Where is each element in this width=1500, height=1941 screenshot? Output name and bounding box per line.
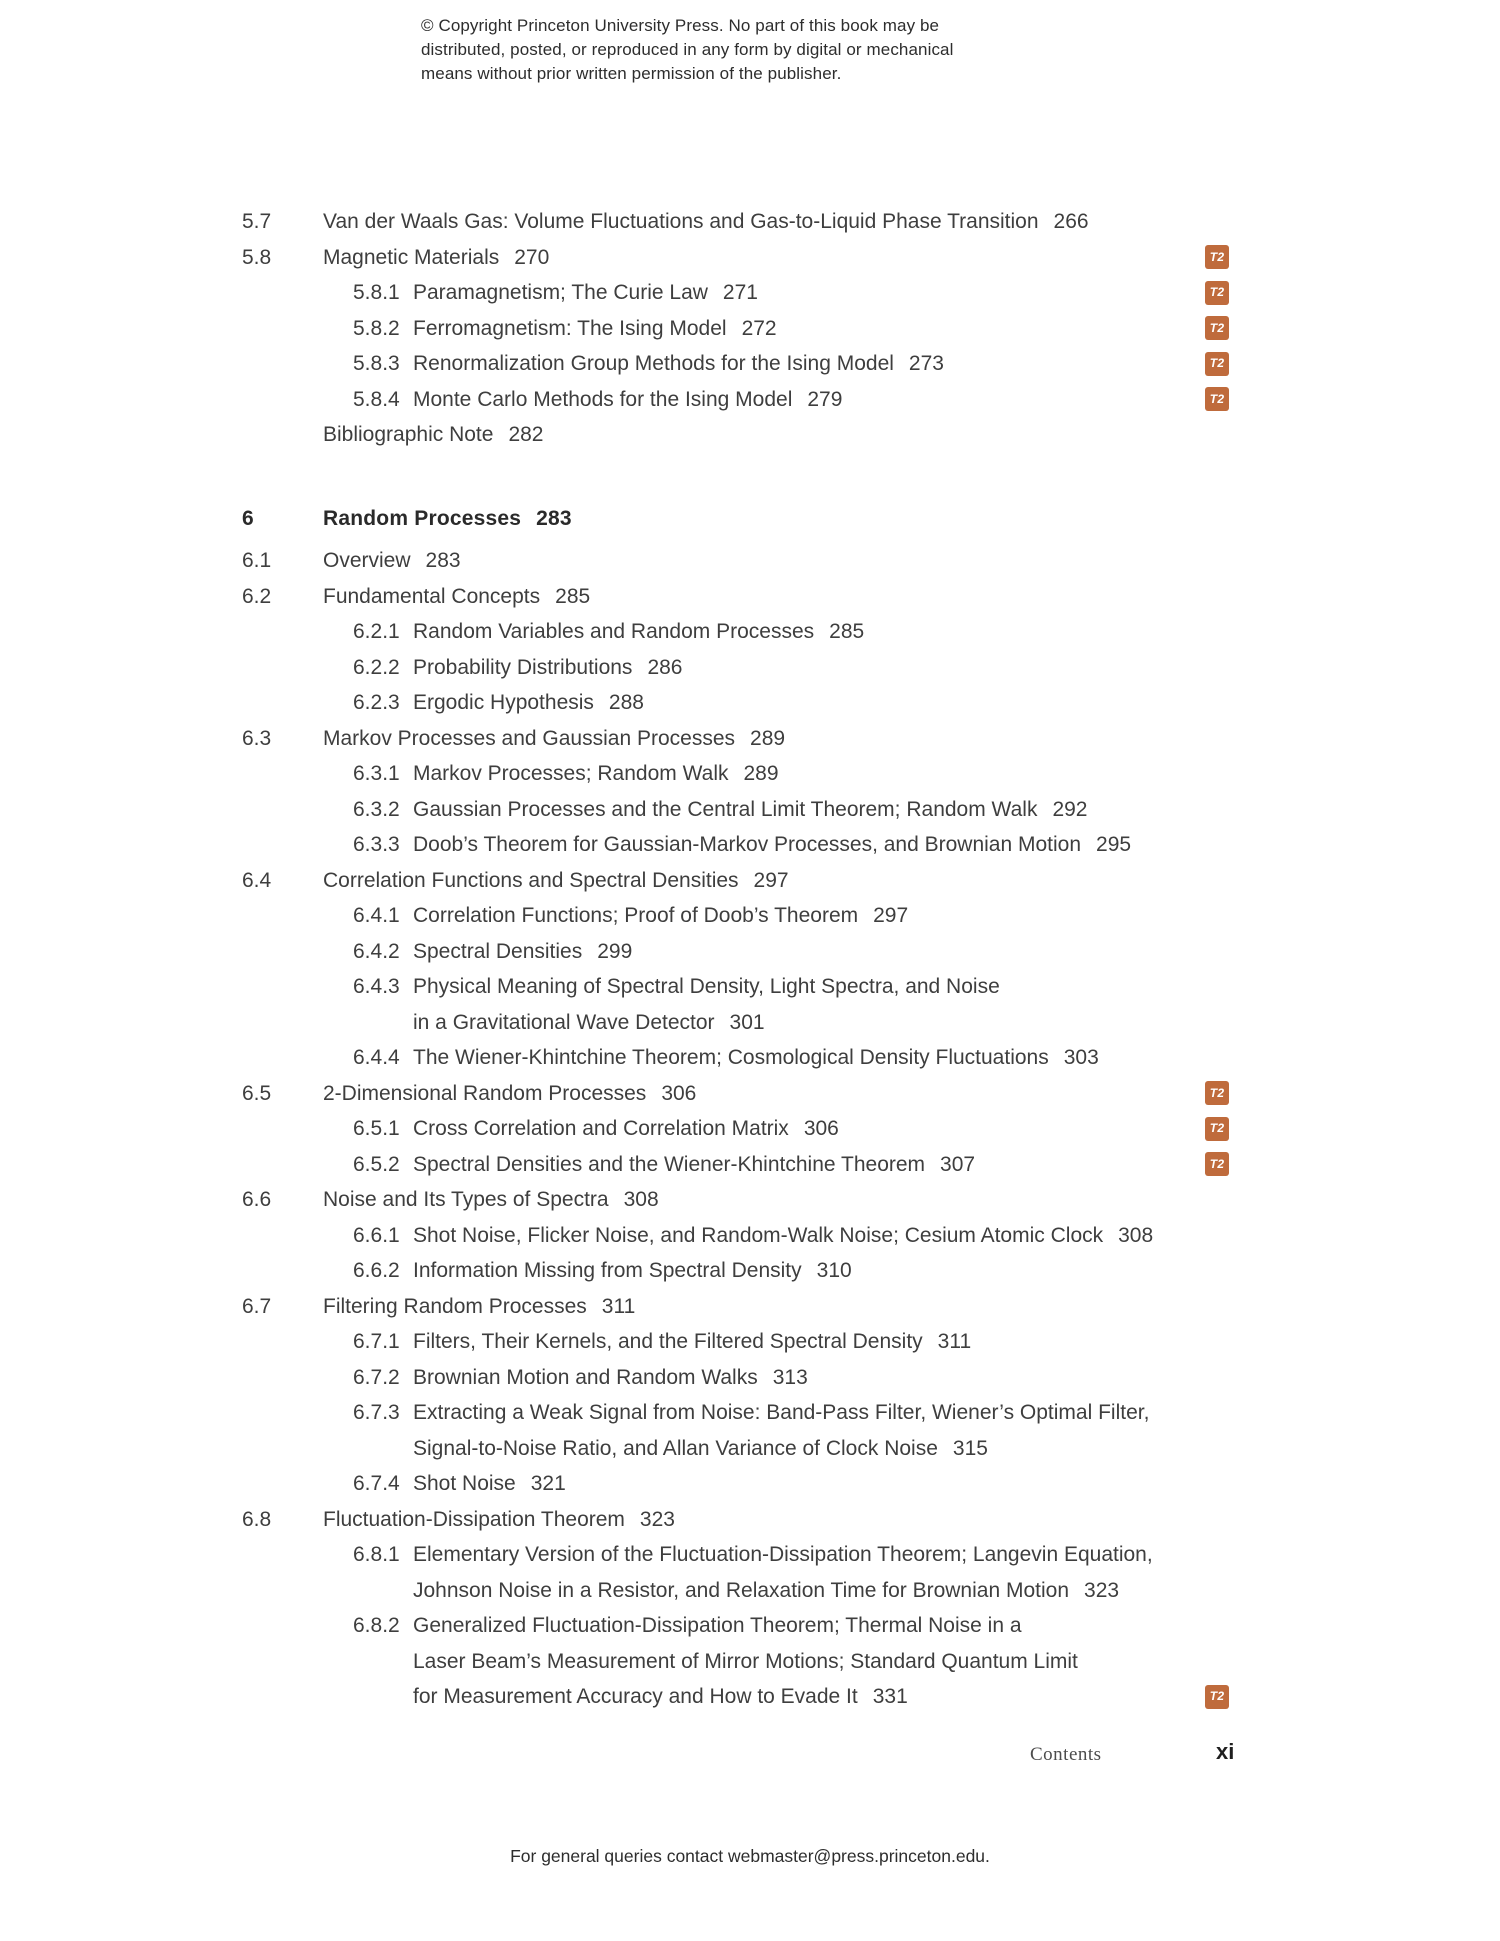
entry-page-number: 323 [1084,1578,1120,1602]
toc-row [0,204,1500,240]
toc-row [0,417,1500,453]
entry-number: 6.4 [242,868,272,892]
entry-number: 6.7.3 [353,1401,400,1424]
entry-line [413,1147,1500,1183]
entry-title: Probability Distributions [413,655,633,679]
entry-page-number: 323 [639,1507,675,1531]
entry-body [413,685,1500,721]
entry-line [323,1502,1500,1538]
entry-title: Spectral Densities [413,939,583,963]
entry-line [413,685,1500,721]
toc-row [0,1608,1500,1715]
entry-page-number: 272 [741,316,777,340]
entry-title: Ferromagnetism: The Ising Model [413,316,727,340]
t2-badge: T2 [1205,1685,1229,1709]
entry-line [413,1360,1500,1396]
entry-line [323,579,1500,615]
entry-title: Van der Waals Gas: Volume Fluctuations and Gas-to-Liquid Phase Transition [323,210,1039,233]
copyright-line: means without prior written permission of the publisher. [421,64,842,83]
entry-body [413,346,1500,382]
entry-line [413,1253,1500,1289]
entry-body [413,1466,1500,1502]
toc-row [0,1360,1500,1396]
entry-body [323,579,1500,615]
entry-number: 6.7 [242,1294,272,1318]
entry-line [323,240,1500,276]
entry-title: for Measurement Accuracy and How to Evade It [413,1685,858,1708]
entry-page-number: 286 [647,655,683,679]
entry-title: Markov Processes; Random Walk [413,762,729,785]
entry-title: Random Processes [323,506,522,530]
entry-line [413,650,1500,686]
entry-number: 6.4.2 [353,939,400,963]
toc-row [0,1289,1500,1325]
entry-body [413,1147,1500,1183]
entry-line [413,311,1500,347]
entry-page-number: 266 [1053,210,1089,233]
entry-number: 5.7 [242,210,272,233]
entry-title: Generalized Fluctuation-Dissipation Theorem; Thermal Noise in a [413,1614,1022,1637]
entry-number: 6.7.4 [353,1472,400,1495]
toc-row [0,1537,1500,1608]
entry-number: 5.8.2 [353,316,400,340]
entry-number: 6.4.3 [353,975,400,998]
toc-row [0,275,1500,311]
entry-body [323,204,1500,240]
table-of-contents [0,204,1500,1715]
entry-body [413,898,1500,934]
entry-line [323,1182,1500,1218]
entry-page-number: 271 [722,281,758,304]
entry-body [323,1182,1500,1218]
entry-page-number: 331 [872,1685,908,1708]
entry-line [413,1431,1500,1467]
toc-row [0,863,1500,899]
entry-body [413,1395,1500,1466]
entry-title: in a Gravitational Wave Detector [413,1010,715,1034]
entry-page-number: 288 [608,691,644,714]
toc-row [0,934,1500,970]
entry-body [413,1537,1500,1608]
entry-page-number: 301 [729,1010,765,1034]
entry-page-number: 299 [597,939,633,963]
entry-title: Magnetic Materials [323,245,500,269]
entry-page-number: 282 [508,423,544,446]
entry-page-number: 303 [1063,1046,1099,1069]
entry-number: 5.8.4 [353,387,400,411]
copyright-line: © Copyright Princeton University Press. No part of this book may be [421,16,940,35]
toc-row [0,1253,1500,1289]
entry-title: Information Missing from Spectral Density [413,1259,802,1282]
entry-title: Elementary Version of the Fluctuation-Dissipation Theorem; Langevin Equation, [413,1543,1153,1566]
entry-body [413,614,1500,650]
entry-title: Renormalization Group Methods for the Ising Model [413,352,894,375]
entry-line [413,898,1500,934]
entry-line [413,969,1500,1005]
entry-title: Paramagnetism; The Curie Law [413,281,708,304]
entry-title: Spectral Densities and the Wiener-Khintchine Theorem [413,1152,926,1176]
entry-page-number: 270 [514,245,550,269]
t2-badge: T2 [1205,352,1229,376]
entry-body [323,863,1500,899]
entry-body [323,721,1500,757]
entry-number: 5.8 [242,245,272,269]
entry-number: 6.2 [242,584,272,608]
entry-body [323,1289,1500,1325]
entry-line [323,417,1500,453]
entry-line [413,1111,1500,1147]
entry-body [413,1360,1500,1396]
entry-number: 6.5.2 [353,1152,400,1176]
entry-title: The Wiener-Khintchine Theorem; Cosmological Density Fluctuations [413,1046,1049,1069]
entry-line [413,792,1500,828]
entry-body [413,650,1500,686]
toc-row [0,792,1500,828]
entry-page-number: 321 [530,1472,566,1495]
entry-body [413,1608,1500,1715]
toc-row [0,1111,1500,1147]
entry-line [413,1040,1500,1076]
entry-title: Shot Noise, Flicker Noise, and Random-Walk Noise; Cesium Atomic Clock [413,1223,1104,1247]
entry-number: 6.1 [242,549,272,572]
entry-body [323,543,1500,579]
entry-number: 6.6 [242,1188,272,1211]
entry-title: Fluctuation-Dissipation Theorem [323,1507,625,1531]
toc-row [0,1147,1500,1183]
entry-line [413,1218,1500,1254]
entry-number: 6.3 [242,726,272,750]
toc-row [0,1076,1500,1112]
entry-title: Extracting a Weak Signal from Noise: Band-Pass Filter, Wiener’s Optimal Filter, [413,1401,1150,1424]
t2-badge: T2 [1205,387,1229,411]
entry-number: 5.8.1 [353,281,400,304]
toc-row [0,685,1500,721]
entry-number: 6.4.1 [353,904,400,927]
entry-title: Laser Beam’s Measurement of Mirror Motions; Standard Quantum Limit [413,1649,1078,1673]
entry-line [413,614,1500,650]
entry-page-number: 283 [425,549,461,572]
toc-row [0,1466,1500,1502]
entry-line [413,934,1500,970]
toc-row [0,240,1500,276]
entry-body [413,756,1500,792]
entry-number: 6.5.1 [353,1117,400,1140]
entry-body [413,934,1500,970]
entry-number: 6.2.1 [353,620,400,643]
entry-body [413,1253,1500,1289]
entry-number: 6.4.4 [353,1046,400,1069]
entry-title: Doob’s Theorem for Gaussian-Markov Processes, and Brownian Motion [413,833,1082,856]
entry-title: Physical Meaning of Spectral Density, Light Spectra, and Noise [413,975,1000,998]
t2-badge: T2 [1205,281,1229,305]
entry-title: Signal-to-Noise Ratio, and Allan Variance of Clock Noise [413,1436,938,1460]
entry-body [413,382,1500,418]
entry-title: Johnson Noise in a Resistor, and Relaxation Time for Brownian Motion [413,1578,1070,1602]
toc-row [0,1395,1500,1466]
toc-row [0,311,1500,347]
entry-title: Ergodic Hypothesis [413,691,594,714]
entry-body [413,1111,1500,1147]
webmaster-contact-line: For general queries contact webmaster@press.princeton.edu. [510,1846,990,1866]
t2-badge: T2 [1205,245,1229,269]
entry-title: Bibliographic Note [323,423,494,446]
entry-line [413,1679,1500,1715]
toc-row [0,543,1500,579]
entry-body [323,1076,1500,1112]
entry-number: 6.3.3 [353,833,400,856]
entry-page-number: 297 [873,904,909,927]
toc-row [0,898,1500,934]
entry-line [413,346,1500,382]
toc-row [0,579,1500,615]
t2-badge: T2 [1205,316,1229,340]
entry-number: 5.8.3 [353,352,400,375]
entry-line [323,204,1500,240]
toc-row [0,1324,1500,1360]
entry-title: Filters, Their Kernels, and the Filtered Spectral Density [413,1330,923,1353]
entry-number: 6.8.1 [353,1543,400,1566]
entry-page-number: 307 [940,1152,976,1176]
entry-body [323,1502,1500,1538]
entry-title: Brownian Motion and Random Walks [413,1365,758,1389]
entry-body [413,311,1500,347]
entry-number: 6.8 [242,1507,272,1531]
toc-row [0,501,1500,537]
entry-title: Filtering Random Processes [323,1294,587,1318]
toc-row [0,614,1500,650]
entry-line [413,1573,1500,1609]
t2-badge: T2 [1205,1152,1229,1176]
entry-page-number: 273 [908,352,944,375]
entry-line [413,1324,1500,1360]
entry-body [413,827,1500,863]
entry-line [413,382,1500,418]
entry-page-number: 295 [1096,833,1132,856]
entry-body [323,240,1500,276]
entry-line [413,1466,1500,1502]
page-number: xi [1216,1739,1235,1764]
toc-row [0,756,1500,792]
entry-line [413,756,1500,792]
entry-number: 6.6.2 [353,1259,400,1282]
entry-page-number: 289 [750,726,786,750]
toc-row [0,1502,1500,1538]
entry-title: Cross Correlation and Correlation Matrix [413,1117,789,1140]
entry-number: 6.7.2 [353,1365,400,1389]
entry-line [323,1076,1500,1112]
entry-title: 2-Dimensional Random Processes [323,1081,647,1105]
running-footer-title: Contents [1030,1744,1102,1765]
entry-page-number: 285 [555,584,591,608]
t2-badge: T2 [1205,1081,1229,1105]
entry-title: Gaussian Processes and the Central Limit Theorem; Random Walk [413,797,1038,821]
entry-title: Overview [323,549,411,572]
entry-page-number: 313 [772,1365,808,1389]
entry-page-number: 311 [937,1330,972,1353]
copyright-line: distributed, posted, or reproduced in any form by digital or mechanical [421,40,954,59]
entry-body [413,792,1500,828]
entry-body [413,1218,1500,1254]
entry-number: 6.3.2 [353,797,400,821]
entry-page-number: 311 [601,1294,636,1318]
toc-row [0,382,1500,418]
entry-number: 6.2.3 [353,691,400,714]
copyright-notice [421,14,954,86]
entry-line [323,863,1500,899]
entry-title: Random Variables and Random Processes [413,620,815,643]
entry-line [413,1608,1500,1644]
entry-number: 6.6.1 [353,1223,400,1247]
entry-page-number: 283 [536,506,572,530]
entry-title: Fundamental Concepts [323,584,541,608]
toc-row [0,1218,1500,1254]
entry-line [323,721,1500,757]
toc-row [0,1182,1500,1218]
entry-line [323,501,1500,537]
entry-page-number: 292 [1052,797,1088,821]
entry-page-number: 289 [743,762,779,785]
entry-title: Shot Noise [413,1472,516,1495]
toc-row [0,1040,1500,1076]
entry-body [323,417,1500,453]
entry-line [413,827,1500,863]
entry-body [413,969,1500,1040]
entry-line [323,1289,1500,1325]
entry-page-number: 310 [816,1259,852,1282]
entry-body [323,501,1500,537]
entry-line [413,275,1500,311]
entry-body [413,1324,1500,1360]
entry-body [413,1040,1500,1076]
entry-number: 6 [242,506,254,530]
entry-line [413,1005,1500,1041]
entry-title: Monte Carlo Methods for the Ising Model [413,387,793,411]
entry-page-number: 308 [623,1188,659,1211]
entry-number: 6.7.1 [353,1330,400,1353]
entry-title: Noise and Its Types of Spectra [323,1188,609,1211]
entry-page-number: 308 [1118,1223,1154,1247]
entry-page-number: 315 [952,1436,988,1460]
toc-row [0,969,1500,1040]
entry-line [413,1395,1500,1431]
entry-body [413,275,1500,311]
t2-badge: T2 [1205,1117,1229,1141]
entry-line [413,1644,1500,1680]
entry-title: Markov Processes and Gaussian Processes [323,726,736,750]
toc-row [0,650,1500,686]
entry-number: 6.2.2 [353,655,400,679]
entry-line [323,543,1500,579]
entry-number: 6.8.2 [353,1614,400,1637]
entry-title: Correlation Functions and Spectral Densities [323,868,739,892]
entry-page-number: 306 [803,1117,839,1140]
toc-row [0,346,1500,382]
entry-title: Correlation Functions; Proof of Doob’s Theorem [413,904,859,927]
entry-page-number: 297 [753,868,789,892]
toc-row [0,827,1500,863]
toc-row [0,721,1500,757]
entry-page-number: 279 [807,387,843,411]
entry-line [413,1537,1500,1573]
entry-number: 6.3.1 [353,762,400,785]
entry-page-number: 285 [829,620,865,643]
entry-page-number: 306 [661,1081,697,1105]
entry-number: 6.5 [242,1081,272,1105]
